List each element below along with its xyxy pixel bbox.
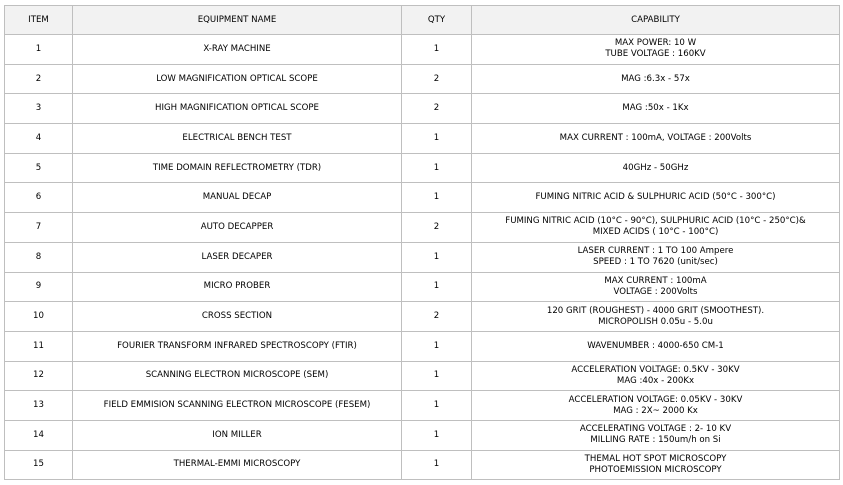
qty-cell: 1 [402,420,472,450]
item-number-cell: 6 [5,183,73,213]
table-row [5,153,840,183]
equipment-name-cell: ION MILLER [73,420,402,450]
table-row [5,35,840,65]
capability-line: LASER CURRENT : 1 TO 100 Ampere [577,246,734,257]
equipment-name-cell: AUTO DECAPPER [73,213,402,243]
capability-line: ACCELERATION VOLTAGE: 0.5KV - 30KV [571,364,740,375]
capability-cell [472,124,840,154]
qty-cell: 2 [402,213,472,243]
capability-line: MAX POWER: 10 W [614,38,697,49]
header-capability: CAPABILITY [472,6,840,35]
item-number-cell: 2 [5,64,73,94]
capability-cell [472,242,840,272]
table-row [5,213,840,243]
item-number-cell: 7 [5,213,73,243]
qty-cell: 1 [402,361,472,391]
item-number-cell: 4 [5,124,73,154]
header-item: ITEM [5,6,73,35]
equipment-name-cell: X-RAY MACHINE [73,35,402,65]
capability-line: MAX CURRENT : 100mA, VOLTAGE : 200Volts [559,132,752,143]
table-row [5,272,840,302]
capability-line: VOLTAGE : 200Volts [613,286,698,297]
qty-cell: 1 [402,331,472,361]
capability-line: MAG : 2X~ 2000 Kx [613,405,698,416]
capability-cell [472,272,840,302]
capability-cell [472,391,840,421]
capability-line: MIXED ACIDS ( 10°C - 100°C) [592,227,719,238]
table-row [5,302,840,332]
qty-cell: 2 [402,302,472,332]
header-equipment-name: EQUIPMENT NAME [73,6,402,35]
header-row [5,6,840,35]
qty-cell: 1 [402,35,472,65]
equipment-name-cell: MANUAL DECAP [73,183,402,213]
capability-line: PHOTOEMISSION MICROSCOPY [589,464,722,475]
equipment-name-cell: SCANNING ELECTRON MICROSCOPE (SEM) [73,361,402,391]
table-body [5,35,840,480]
equipment-name-cell: LASER DECAPER [73,242,402,272]
item-number-cell: 15 [5,450,73,480]
capability-line: 40GHz - 50GHz [622,162,689,173]
capability-line: MAX CURRENT : 100mA [604,275,707,286]
equipment-table [4,5,840,480]
capability-line: MAG :50x - 1Kx [622,103,689,114]
table-row [5,450,840,480]
qty-cell: 1 [402,242,472,272]
table-row [5,242,840,272]
qty-cell: 1 [402,153,472,183]
capability-line: SPEED : 1 TO 7620 (unit/sec) [593,257,718,268]
equipment-name-cell: LOW MAGNIFICATION OPTICAL SCOPE [73,64,402,94]
capability-line: MAG :40x - 200Kx [616,375,695,386]
capability-cell [472,35,840,65]
table-row [5,361,840,391]
item-number-cell: 8 [5,242,73,272]
capability-cell [472,64,840,94]
table-row [5,391,840,421]
table-row [5,420,840,450]
qty-cell: 1 [402,391,472,421]
capability-line: ACCELERATION VOLTAGE: 0.05KV - 30KV [568,394,743,405]
capability-cell [472,450,840,480]
item-number-cell: 14 [5,420,73,450]
capability-cell [472,361,840,391]
qty-cell: 2 [402,94,472,124]
header-qty: QTY [402,6,472,35]
capability-line: MILLING RATE : 150um/h on Si [590,435,721,446]
capability-line: TUBE VOLTAGE : 160KV [605,49,706,60]
capability-line: WAVENUMBER : 4000-650 CM-1 [587,340,724,351]
item-number-cell: 1 [5,35,73,65]
table-row [5,331,840,361]
table-row [5,124,840,154]
equipment-name-cell: HIGH MAGNIFICATION OPTICAL SCOPE [73,94,402,124]
qty-cell: 1 [402,183,472,213]
capability-line: THEMAL HOT SPOT MICROSCOPY [584,453,727,464]
capability-cell [472,302,840,332]
qty-cell: 1 [402,272,472,302]
capability-cell [472,183,840,213]
equipment-name-cell: MICRO PROBER [73,272,402,302]
equipment-name-cell: ELECTRICAL BENCH TEST [73,124,402,154]
item-number-cell: 11 [5,331,73,361]
capability-line: FUMING NITRIC ACID (10°C - 90°C), SULPHURIC ACID (10°C - 250°C)& [505,216,806,227]
table-row [5,183,840,213]
qty-cell: 2 [402,64,472,94]
capability-cell [472,213,840,243]
capability-cell [472,153,840,183]
capability-line: MICROPOLISH 0.05u - 5.0u [598,316,713,327]
capability-line: FUMING NITRIC ACID & SULPHURIC ACID (50°C - 300°C) [535,192,776,203]
item-number-cell: 10 [5,302,73,332]
equipment-name-cell: FIELD EMMISION SCANNING ELECTRON MICROSCOPE (FESEM) [73,391,402,421]
capability-cell [472,420,840,450]
item-number-cell: 9 [5,272,73,302]
table-row [5,64,840,94]
item-number-cell: 12 [5,361,73,391]
capability-cell [472,331,840,361]
capability-line: ACCELERATING VOLTAGE : 2- 10 KV [579,424,732,435]
qty-cell: 1 [402,124,472,154]
item-number-cell: 3 [5,94,73,124]
capability-cell [472,94,840,124]
equipment-name-cell: THERMAL-EMMI MICROSCOPY [73,450,402,480]
table-row [5,94,840,124]
equipment-name-cell: CROSS SECTION [73,302,402,332]
equipment-name-cell: TIME DOMAIN REFLECTROMETRY (TDR) [73,153,402,183]
capability-line: MAG :6.3x - 57x [621,73,690,84]
capability-line: 120 GRIT (ROUGHEST) - 4000 GRIT (SMOOTHEST). [546,305,765,316]
item-number-cell: 5 [5,153,73,183]
item-number-cell: 13 [5,391,73,421]
qty-cell: 1 [402,450,472,480]
table-header [5,6,840,35]
equipment-name-cell: FOURIER TRANSFORM INFRARED SPECTROSCOPY (FTIR) [73,331,402,361]
